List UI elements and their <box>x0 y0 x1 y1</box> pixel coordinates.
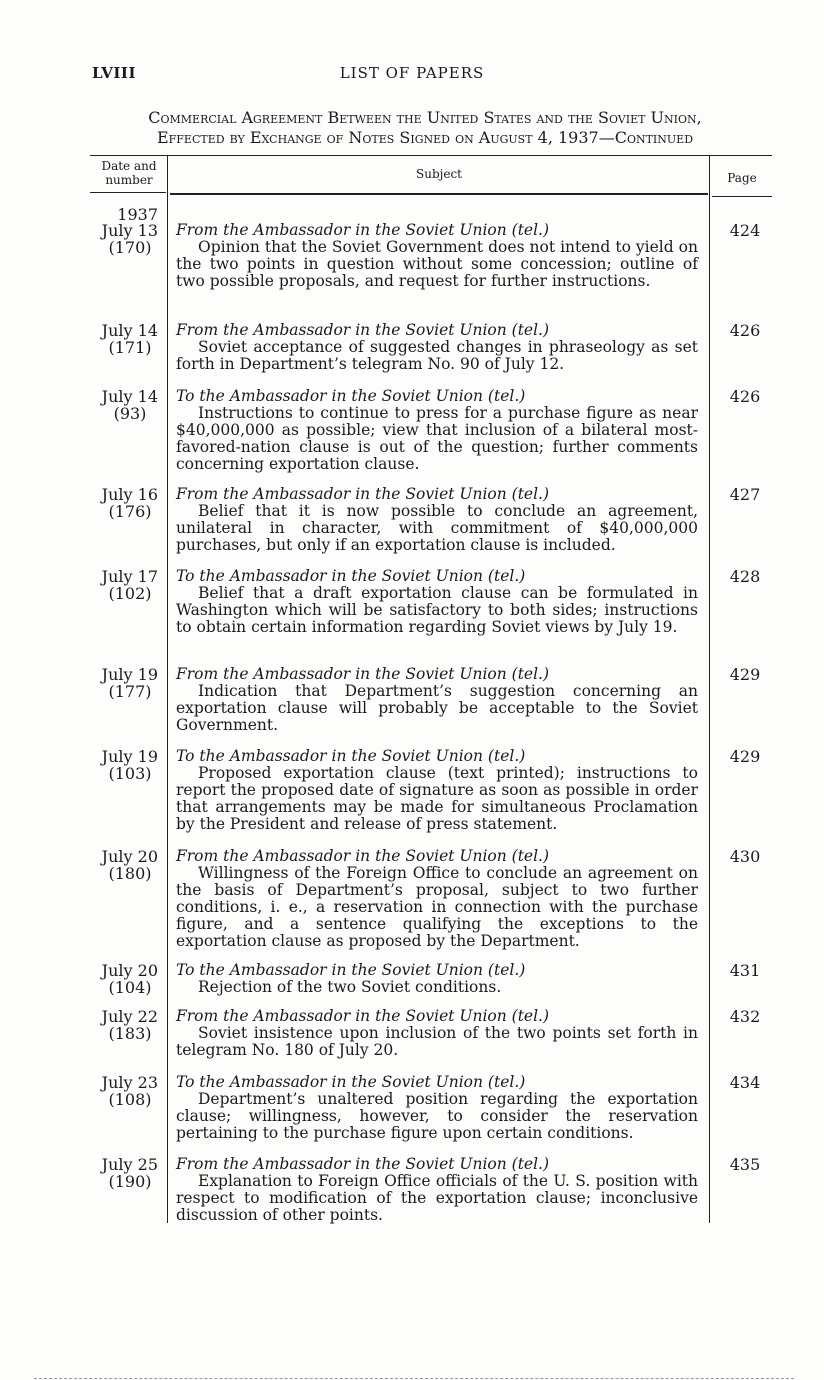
entry-addressee: From the Ambassador in the Soviet Union (tel.) <box>176 665 550 683</box>
entry-date-number <box>84 222 158 256</box>
entry-date: July 17 <box>101 567 158 586</box>
entry-date-number <box>84 1008 158 1042</box>
table-top-rule <box>90 155 772 156</box>
entry-description: Soviet acceptance of suggested changes in phraseology as set forth in Department’s telegram No. 90 of July 12. <box>176 338 698 373</box>
entry-addressee: From the Ambassador in the Soviet Union (tel.) <box>176 1155 550 1173</box>
page-header-rule <box>712 196 772 197</box>
entry-addressee: To the Ambassador in the Soviet Union (tel.) <box>176 1073 526 1091</box>
entry-number: (180) <box>108 864 152 883</box>
entry-page: 426 <box>729 321 761 340</box>
entry-addressee: To the Ambassador in the Soviet Union (tel.) <box>176 747 526 765</box>
entry-date: July 14 <box>101 387 158 406</box>
section-title-line-2: Effected by Exchange of Notes Signed on August 4, 1937—Continued <box>156 128 694 147</box>
running-head: LIST OF PAPERS <box>339 64 485 82</box>
entry-subject <box>176 1008 698 1059</box>
entry-number: (183) <box>108 1024 152 1043</box>
entry-addressee: From the Ambassador in the Soviet Union (tel.) <box>176 321 550 339</box>
entry-number: (93) <box>113 404 147 423</box>
entry-date: July 20 <box>101 847 158 866</box>
entry-date-number <box>84 848 158 882</box>
entry-date: July 19 <box>101 747 158 766</box>
entry-subject <box>176 1074 698 1142</box>
entry-addressee: From the Ambassador in the Soviet Union (tel.) <box>176 485 550 503</box>
entry-date: July 25 <box>101 1155 158 1174</box>
entry-description: Indication that Department’s suggestion concerning an exportation clause will probably be acceptable to the Soviet Government. <box>176 682 698 734</box>
entry-subject <box>176 388 698 473</box>
entry-description: Opinion that the Soviet Government does not intend to yield on the two points in question without some concession; outline of two possible proposals, and request for further instructions. <box>176 238 698 290</box>
entry-date-number <box>84 1074 158 1108</box>
entry-description: Department’s unaltered position regarding the exportation clause; willingness, however, to consider the reservation pertaining to the purchase figure upon certain conditions. <box>176 1090 698 1142</box>
entry-subject <box>176 486 698 554</box>
entry-subject <box>176 666 698 734</box>
entry-date-number <box>84 962 158 996</box>
section-title-line-1: Commercial Agreement Between the United States and the Soviet Union, <box>148 108 702 127</box>
entry-date: July 16 <box>101 485 158 504</box>
entry-addressee: From the Ambassador in the Soviet Union (tel.) <box>176 1007 550 1025</box>
entry-date-number <box>84 322 158 356</box>
entry-date: July 20 <box>101 961 158 980</box>
column-divider-left <box>167 155 168 1223</box>
section-title <box>80 108 770 148</box>
entry-date-number <box>84 486 158 520</box>
entry-page: 429 <box>729 665 761 684</box>
entry-description: Belief that a draft exportation clause can be formulated in Washington which will be satisfactory to both sides; instructions to obtain certain information regarding Soviet views by July 19. <box>176 584 698 636</box>
entry-subject <box>176 1156 698 1224</box>
entry-date: July 19 <box>101 665 158 684</box>
entry-subject <box>176 568 698 636</box>
entry-description: Belief that it is now possible to conclude an agreement, unilateral in character, with commitment of $40,000,000 purchases, but only if an exportation clause is included. <box>176 502 698 554</box>
entry-page: 430 <box>729 847 761 866</box>
entry-subject <box>176 222 698 290</box>
entry-date-number <box>84 568 158 602</box>
page-folio: LVIII <box>92 64 136 82</box>
entry-addressee: From the Ambassador in the Soviet Union (tel.) <box>176 221 550 239</box>
entry-number: (190) <box>108 1172 152 1191</box>
entry-number: (103) <box>108 764 152 783</box>
entry-number: (102) <box>108 584 152 603</box>
entry-subject <box>176 962 698 996</box>
date-header-rule <box>90 192 166 193</box>
entry-description: Instructions to continue to press for a purchase figure as near $40,000,000 as possible; view that inclusion of a bilateral most-favored-nation clause is out of the question; further comments concerning exportation clause. <box>176 404 698 473</box>
entry-page: 428 <box>729 567 761 586</box>
column-divider-right <box>709 155 710 1223</box>
year-label: 1937 <box>117 205 158 224</box>
entry-number: (176) <box>108 502 152 521</box>
entry-subject <box>176 848 698 950</box>
subject-header: Subject <box>416 167 462 181</box>
entry-date-number <box>84 666 158 700</box>
entry-page: 432 <box>729 1007 761 1026</box>
entry-page: 429 <box>729 747 761 766</box>
entry-number: (170) <box>108 238 152 257</box>
entry-addressee: From the Ambassador in the Soviet Union (tel.) <box>176 847 550 865</box>
entry-date-number <box>84 748 158 782</box>
entry-page: 435 <box>729 1155 761 1174</box>
entry-page: 424 <box>729 221 761 240</box>
entry-addressee: To the Ambassador in the Soviet Union (tel.) <box>176 567 526 585</box>
entry-number: (108) <box>108 1090 152 1109</box>
entry-date: July 22 <box>101 1007 158 1026</box>
entry-date: July 14 <box>101 321 158 340</box>
entry-subject <box>176 322 698 373</box>
entry-number: (171) <box>108 338 152 357</box>
entry-date-number <box>84 1156 158 1190</box>
entry-page: 427 <box>729 485 761 504</box>
entry-description: Rejection of the two Soviet conditions. <box>198 978 502 996</box>
entry-date-number <box>84 388 158 422</box>
entry-number: (104) <box>108 978 152 997</box>
entry-description: Explanation to Foreign Office officials of the U. S. position with respect to modification of the exportation clause; inconclusive discussion of other points. <box>176 1172 698 1224</box>
entry-page: 434 <box>729 1073 761 1092</box>
entry-description: Proposed exportation clause (text printed); instructions to report the proposed date of signature as soon as possible in order that arrangements may be made for simultaneous Proclamation by the President and release of press statement. <box>176 764 698 833</box>
entry-description: Willingness of the Foreign Office to conclude an agreement on the basis of Department’s proposal, subject to two further conditions, i. e., a reservation in connection with the purchase figure, and a sentence qualifying the exceptions to the exportation clause as proposed by the Department. <box>176 864 698 950</box>
entry-page: 431 <box>729 961 761 980</box>
date-number-header: Date and number <box>101 159 157 187</box>
entry-addressee: To the Ambassador in the Soviet Union (tel.) <box>176 961 526 979</box>
page-header: Page <box>727 171 757 185</box>
entry-date: July 13 <box>101 221 158 240</box>
entry-subject <box>176 748 698 833</box>
entry-number: (177) <box>108 682 152 701</box>
entry-description: Soviet insistence upon inclusion of the two points set forth in telegram No. 180 of July 20. <box>176 1024 698 1059</box>
subject-header-rule <box>170 193 708 195</box>
entry-addressee: To the Ambassador in the Soviet Union (tel.) <box>176 387 526 405</box>
entry-date: July 23 <box>101 1073 158 1092</box>
entry-page: 426 <box>729 387 761 406</box>
